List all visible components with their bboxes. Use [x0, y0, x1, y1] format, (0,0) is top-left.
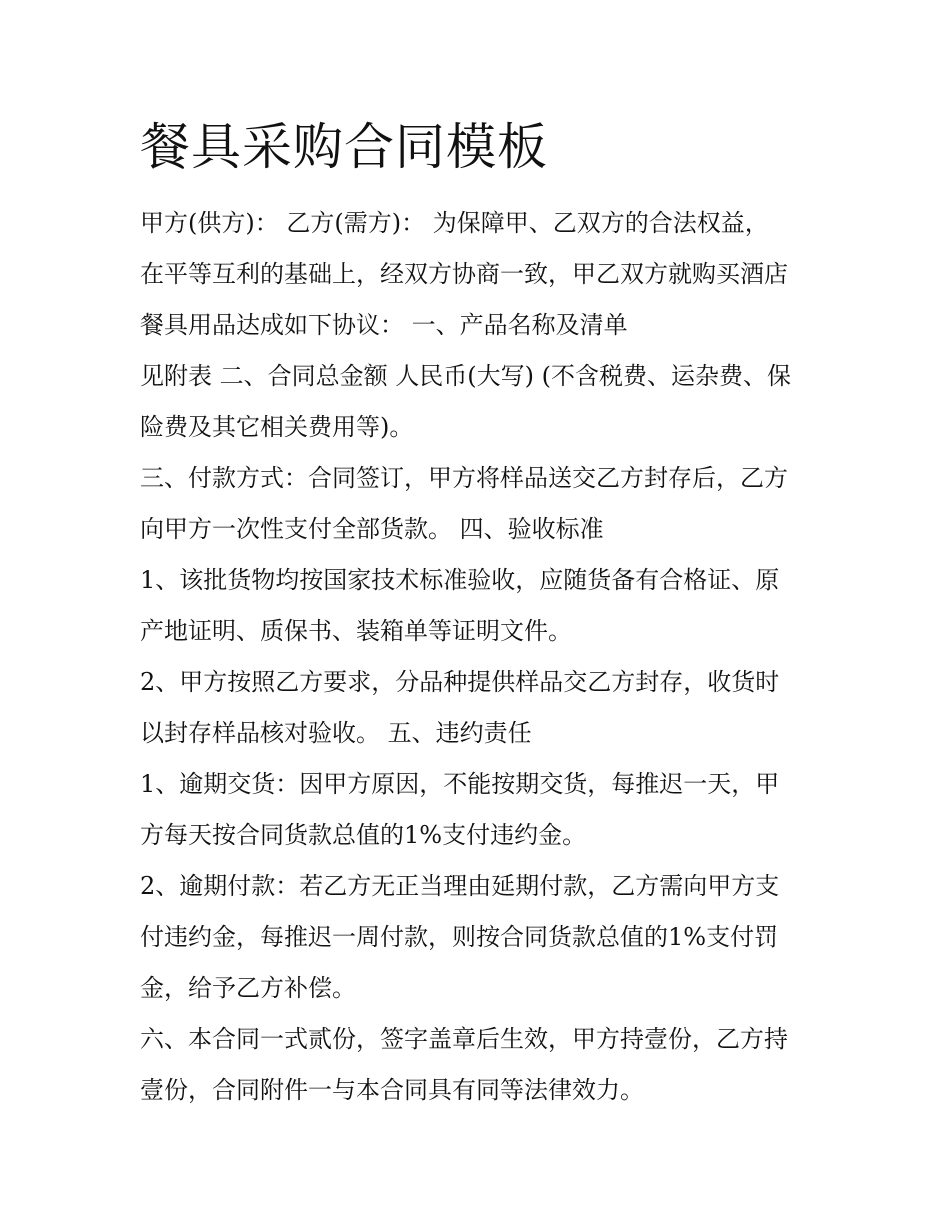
- body-line: 2、甲方按照乙方要求，分品种提供样品交乙方封存，收货时: [140, 668, 780, 696]
- body-line: 1、该批货物均按国家技术标准验收，应随货备有合格证、原: [140, 566, 780, 594]
- body-line: 1、逾期交货：因甲方原因，不能按期交货，每推迟一天，甲: [140, 770, 780, 798]
- body-line: 金，给予乙方补偿。: [140, 974, 356, 1002]
- document-title: 餐具采购合同模板: [140, 118, 548, 176]
- body-line: 壹份，合同附件一与本合同具有同等法律效力。: [140, 1076, 644, 1104]
- body-line: 方每天按合同货款总值的1%支付违约金。: [140, 821, 587, 849]
- body-line: 以封存样品核对验收。 五、违约责任: [140, 719, 532, 747]
- document-body: [140, 198, 830, 1116]
- body-line: 餐具用品达成如下协议： 一、产品名称及清单: [140, 311, 628, 339]
- body-line: 在平等互利的基础上，经双方协商一致，甲乙双方就购买酒店: [140, 260, 788, 288]
- body-line: 2、逾期付款：若乙方无正当理由延期付款，乙方需向甲方支: [140, 872, 780, 900]
- body-line: 三、付款方式：合同签订，甲方将样品送交乙方封存后，乙方: [140, 464, 788, 492]
- body-line: 向甲方一次性支付全部货款。 四、验收标准: [140, 515, 604, 543]
- body-line: 险费及其它相关费用等)。: [140, 413, 414, 441]
- body-line: 六、本合同一式贰份，签字盖章后生效，甲方持壹份，乙方持: [140, 1025, 788, 1053]
- body-line: 见附表 二、合同总金额 人民币(大写) (不含税费、运杂费、保: [140, 362, 791, 390]
- body-line: 甲方(供方)： 乙方(需方)： 为保障甲、乙双方的合法权益，: [140, 209, 769, 237]
- body-line: 产地证明、质保书、装箱单等证明文件。: [140, 617, 572, 645]
- body-line: 付违约金，每推迟一周付款，则按合同货款总值的1%支付罚: [140, 923, 779, 951]
